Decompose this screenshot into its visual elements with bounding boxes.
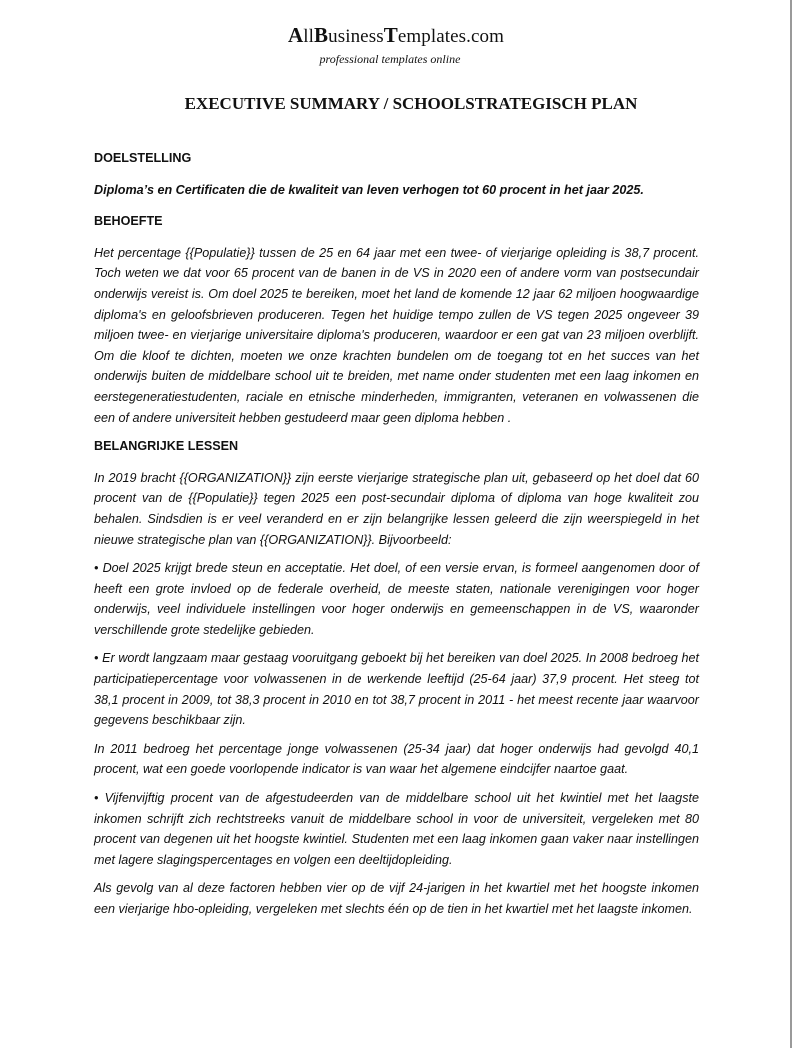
brand-letter-group: emplates.com bbox=[397, 26, 505, 47]
page-header bbox=[0, 22, 792, 67]
goal-statement: Diploma’s en Certificaten die de kwaliteit van leven verhogen tot 60 procent in het jaar 2025. bbox=[94, 182, 644, 197]
section-heading: BEHOEFTE bbox=[94, 214, 163, 229]
body-paragraph: In 2011 bedroeg het percentage jonge volwassenen (25-34 jaar) dat hoger onderwijs had gevolgd 40,1 procent, wat een goede voorlopende indicator is van waar het algemene eindcijfer naartoe gaat. bbox=[94, 741, 699, 777]
body-paragraph: Als gevolg van al deze factoren hebben vier op de vijf 24-jarigen in het kwartiel met het hoogste inkomen een vierjarige hbo-opleiding, vergeleken met slechts één op de tien in het kwartiel met het laagste inkomen. bbox=[94, 881, 699, 916]
brand-tagline: professional templates online bbox=[319, 52, 461, 66]
body-paragraph: Het percentage {{Populatie}} tussen de 25 en 64 jaar met een twee- of vierjarige opleiding is 38,7 procent. Toch weten we dat voor 65 procent van de banen in de VS in 2020 een of andere vorm van postsecundair onderwijs vereist is. Om doel 2025 te bereiken, moet het land de komende 12 jaar 62 miljoen hoogwaardige diploma's en geloofsbrieven produceren. Tegen het huidige tempo zullen de VS tegen 2025 ongeveer 39 miljoen twee- en vierjarige universitaire diploma's produceren, waardoor er een gat van 23 miljoen overblijft. Om die kloof te dichten, moeten we onze krachten bundelen om de toegang tot en het succes van het onderwijs buiten de middelbare school uit te breiden, met name onder studenten met een laag inkomen en eerstegeneratiestudenten, raciale en etnische minderheden, immigranten, veteranen en volwassenen die een of andere universiteit hebben gestudeerd maar geen diploma hebben . bbox=[94, 245, 699, 425]
body-paragraph: • Er wordt langzaam maar gestaag vooruitgang geboekt bij het bereiken van doel 2025. In 2008 bedroeg het participatiepercentage voor volwassenen in de werkende leeftijd (25-64 jaar) 37,9 procent. Het steeg tot 38,1 procent in 2009, tot 38,3 procent in 2010 en tot 38,7 procent in 2011 - het meest recente jaar waarvoor gegevens beschikbaar zijn. bbox=[94, 651, 699, 728]
brand-letter-group: ll bbox=[303, 26, 314, 47]
document-title: EXECUTIVE SUMMARY / SCHOOLSTRATEGISCH PLAN bbox=[184, 94, 638, 113]
brand-letter-group: B bbox=[314, 23, 329, 47]
section-heading: BELANGRIJKE LESSEN bbox=[94, 439, 239, 454]
brand-letter-group: usiness bbox=[328, 26, 384, 47]
body-paragraph: • Doel 2025 krijgt brede steun en acceptatie. Het doel, of een versie ervan, is formeel aangenomen door of heeft een grote invloed op de federale overheid, de meeste staten, nationale verenigingen voor hoger onderwijs, veel individuele instellingen voor hoger onderwijs en gemeenschappen in de VS, waaronder verschillende grote stedelijke gebieden. bbox=[94, 561, 699, 637]
brand-letter-group: A bbox=[287, 23, 304, 47]
brand-letter-group: T bbox=[383, 23, 398, 47]
document-body bbox=[94, 148, 699, 928]
body-paragraph: • Vijfenvijftig procent van de afgestudeerden van de middelbare school uit het kwintiel met het laagste inkomen schrijft zich rechtstreeks vanuit de middelbare school in voor de universiteit, vergeleken met 80 procent van degenen uit het hoogste kwintiel. Studenten met een laag inkomen gaan vaker naar instellingen met lagere slagingspercentages en volgen een deeltijdopleiding. bbox=[94, 791, 699, 867]
body-paragraph: In 2019 bracht {{ORGANIZATION}} zijn eerste vierjarige strategische plan uit, gebaseerd op het doel dat 60 procent van de {{Populatie}} tegen 2025 een post-secundair diploma of diploma van hoge kwaliteit zou behalen. Sindsdien is er veel veranderd en er zijn belangrijke lessen geleerd die zijn weerspiegeld in het nieuwe strategische plan van {{ORGANIZATION}}. Bijvoorbeeld: bbox=[94, 470, 699, 547]
brand-logo bbox=[0, 22, 792, 50]
section-heading: DOELSTELLING bbox=[94, 151, 192, 165]
